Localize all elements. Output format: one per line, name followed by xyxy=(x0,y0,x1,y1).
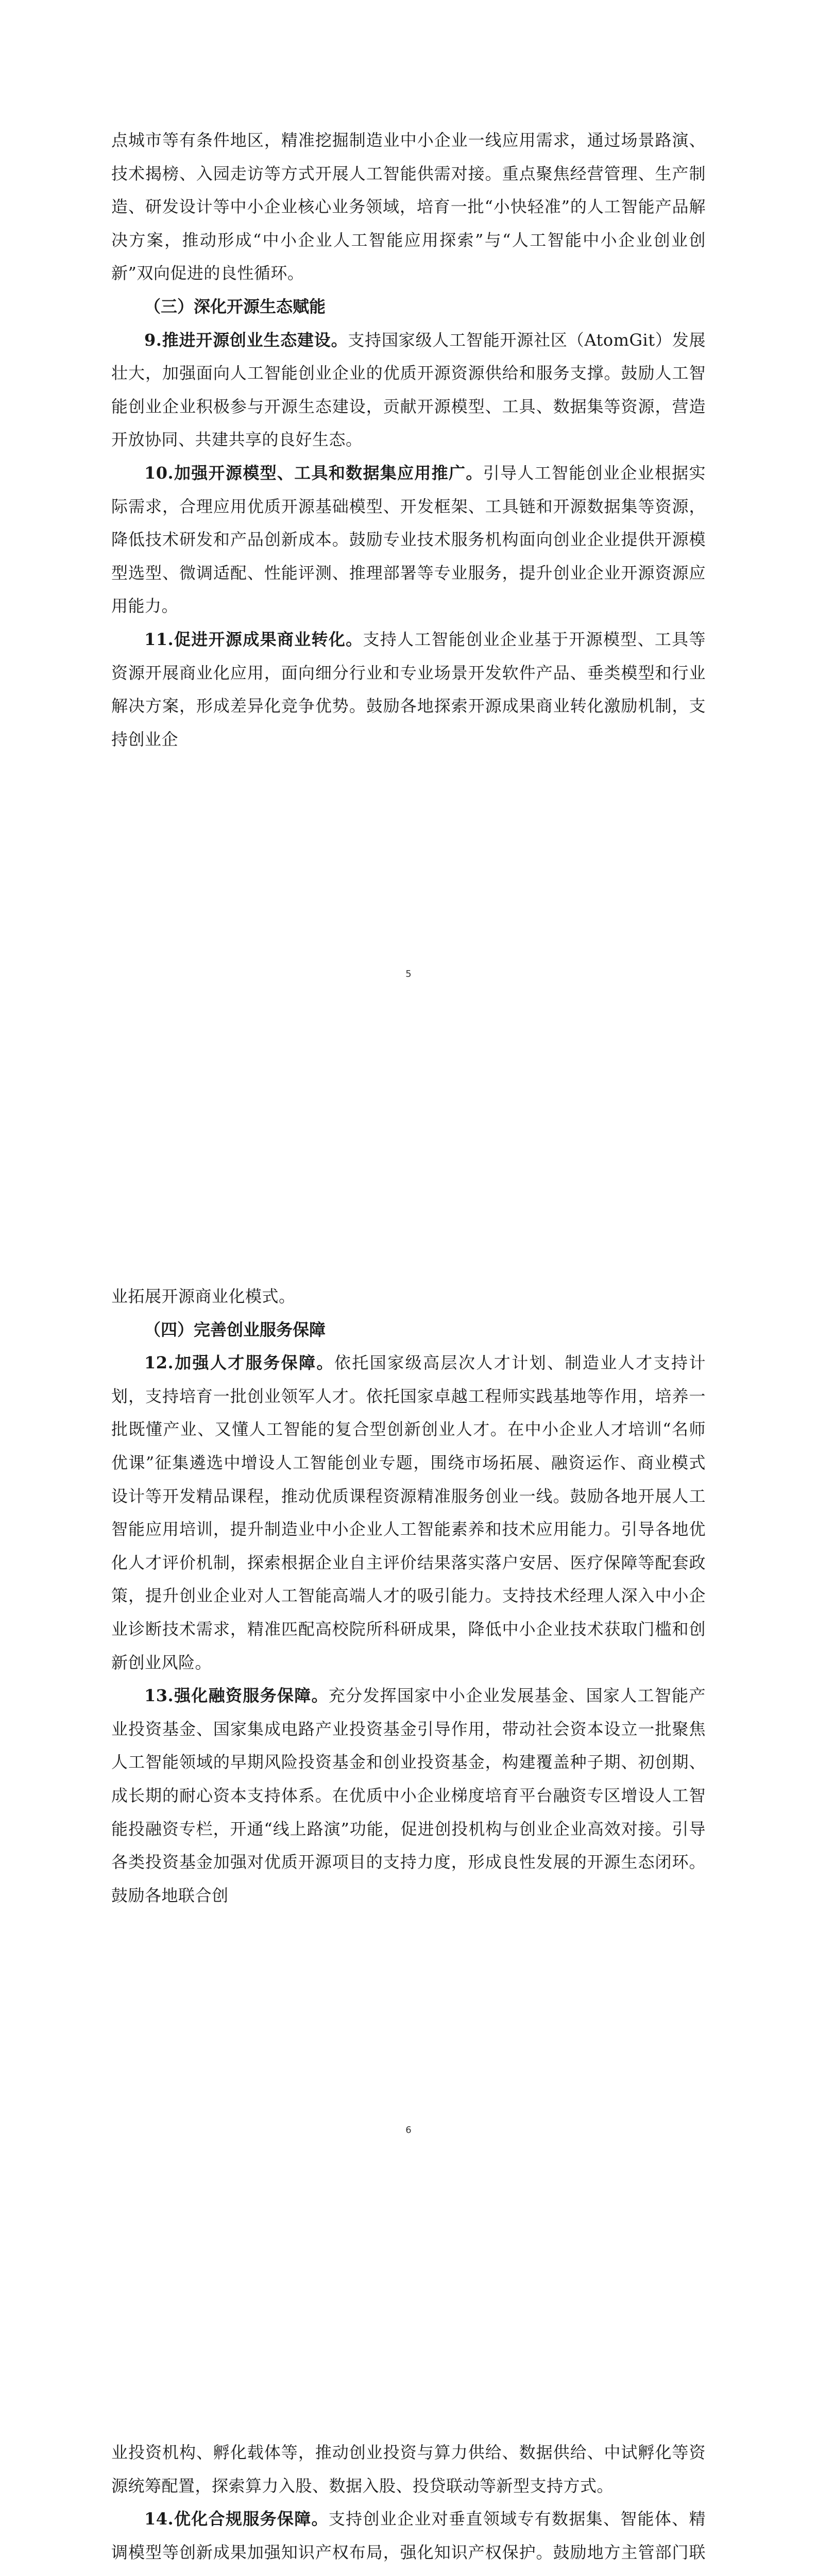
document-page-6 xyxy=(0,1156,817,2312)
page-number: 6 xyxy=(405,2125,412,2136)
item-9-title: 9.推进开源创业生态建设。 xyxy=(144,330,348,350)
item-14-title: 14.优化合规服务保障。 xyxy=(144,2509,329,2529)
page-number: 5 xyxy=(405,969,412,979)
item-12-title: 12.加强人才服务保障。 xyxy=(144,1353,334,1373)
item-10-title: 10.加强开源模型、工具和数据集应用推广。 xyxy=(144,463,483,483)
continuation-paragraph: 业投资机构、孵化载体等，推动创业投资与算力供给、数据供给、中试孵化等资源统筹配置，探索算力入股、数据入股、投贷联动等新型支持方式。 xyxy=(111,2443,706,2496)
item-9-body: 支持国家级人工智能开源社区（AtomGit）发展壮大，加强面向人工智能创业企业的优质开源资源供给和服务支撑。鼓励人工智能创业企业积极参与开源生态建设，贡献开源模型、工具、数据集等资源，营造开放协同、共建共享的良好生态。 xyxy=(111,330,706,450)
section-heading-4: （四）完善创业服务保障 xyxy=(144,1319,326,1340)
item-12-paragraph xyxy=(111,1346,706,1679)
page-body xyxy=(111,2436,706,2576)
item-11-title: 11.促进开源成果商业转化。 xyxy=(144,629,363,649)
item-12-body: 依托国家级高层次人才计划、制造业人才支持计划，支持培育一批创业领军人才。依托国家卓越工程师实践基地等作用，培养一批既懂产业、又懂人工智能的复合型创新创业人才。在中小企业人才培训“名师优课”征集遴选中增设人工智能创业专题，围绕市场拓展、融资运作、商业模式设计等开发精品课程，推动优质课程资源精准服务创业一线。鼓励各地开展人工智能应用培训，提升制造业中小企业人工智能素养和技术应用能力。引导各地优化人才评价机制，探索根据企业自主评价结果落实落户安居、医疗保障等配套政策，提升创业企业对人工智能高端人才的吸引能力。支持技术经理人深入中小企业诊断技术需求，精准匹配高校院所科研成果，降低中小企业技术获取门槛和创新创业风险。 xyxy=(111,1353,706,1672)
item-14-body: 支持创业企业对垂直领域专有数据集、智能体、精调模型等创新成果加强知识产权布局，强化知识产权保护。鼓励地方主管部门联 xyxy=(111,2509,706,2562)
continuation-paragraph: 业拓展开源商业化模式。 xyxy=(111,1286,296,1306)
item-10-body: 引导人工智能创业企业根据实际需求，合理应用优质开源基础模型、开发框架、工具链和开源数据集等资源，降低技术研发和产品创新成本。鼓励专业技术服务机构面向创业企业提供开源模型选型、微调适配、性能评测、推理部署等专业服务，提升创业企业开源资源应用能力。 xyxy=(111,463,706,616)
page-body xyxy=(111,1280,706,1912)
continuation-paragraph: 点城市等有条件地区，精准挖掘制造业中小企业一线应用需求，通过场景路演、技术揭榜、入园走访等方式开展人工智能供需对接。重点聚焦经营管理、生产制造、研发设计等中小企业核心业务领域，培育一批“小快轻准”的人工智能产品解决方案，推动形成“中小企业人工智能应用探索”与“人工智能中小企业创业创新”双向促进的良性循环。 xyxy=(111,130,706,283)
item-13-body: 充分发挥国家中小企业发展基金、国家人工智能产业投资基金、国家集成电路产业投资基金引导作用，带动社会资本设立一批聚焦人工智能领域的早期风险投资基金和创业投资基金，构建覆盖种子期、初创期、成长期的耐心资本支持体系。在优质中小企业梯度培育平台融资专区增设人工智能投融资专栏，开通“线上路演”功能，促进创投机构与创业企业高效对接。引导各类投资基金加强对优质开源项目的支持力度，形成良性发展的开源生态闭环。鼓励各地联合创 xyxy=(111,1686,706,1905)
page-body xyxy=(111,124,706,756)
document-page-7 xyxy=(0,2312,817,2576)
item-13-paragraph xyxy=(111,1679,706,1912)
item-14-paragraph xyxy=(111,2502,706,2576)
item-11-body: 支持人工智能创业企业基于开源模型、工具等资源开展商业化应用，面向细分行业和专业场景开发软件产品、垂类模型和行业解决方案，形成差异化竞争优势。鼓励各地探索开源成果商业转化激励机制，支持创业企 xyxy=(111,629,706,749)
document-page-5 xyxy=(0,0,817,1156)
section-heading-3: （三）深化开源生态赋能 xyxy=(144,296,326,316)
item-9-paragraph xyxy=(111,324,706,456)
item-10-paragraph xyxy=(111,456,706,623)
item-11-paragraph xyxy=(111,623,706,756)
item-13-title: 13.强化融资服务保障。 xyxy=(144,1686,329,1706)
